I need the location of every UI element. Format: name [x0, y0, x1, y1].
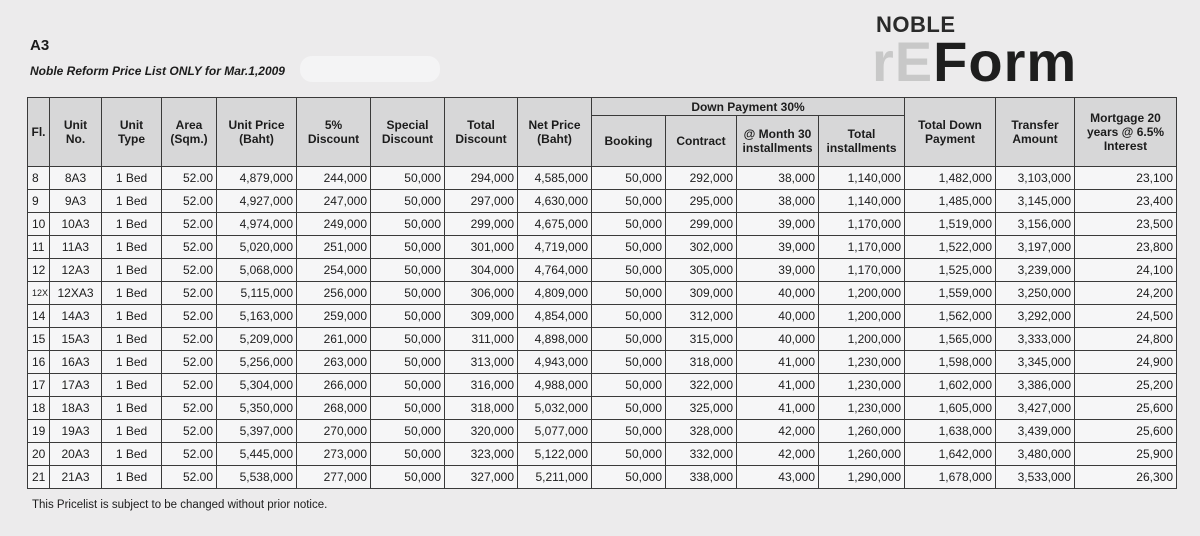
cell-discount-5pct: 266,000 [297, 374, 371, 397]
cell-total-installments: 1,260,000 [819, 420, 905, 443]
cell-total-installments: 1,230,000 [819, 374, 905, 397]
cell-mortgage-payment: 25,200 [1075, 374, 1177, 397]
cell-area: 52.00 [162, 466, 217, 489]
cell-total-discount: 301,000 [445, 236, 518, 259]
cell-total-installments: 1,140,000 [819, 167, 905, 190]
cell-total-installments: 1,290,000 [819, 466, 905, 489]
cell-total-discount: 320,000 [445, 420, 518, 443]
cell-transfer-amount: 3,439,000 [996, 420, 1075, 443]
cell-area: 52.00 [162, 443, 217, 466]
table-row [28, 466, 1177, 489]
cell-booking: 50,000 [592, 466, 666, 489]
cell-unit-price: 5,115,000 [217, 282, 297, 305]
cell-unit-no: 15A3 [50, 328, 102, 351]
cell-month30-installment: 43,000 [737, 466, 819, 489]
noble-reform-logo [866, 8, 1166, 93]
cell-area: 52.00 [162, 259, 217, 282]
cell-unit-no: 8A3 [50, 167, 102, 190]
cell-total-installments: 1,230,000 [819, 397, 905, 420]
cell-month30-installment: 39,000 [737, 213, 819, 236]
header-floor: Fl. [28, 98, 50, 167]
header-unit-no: Unit No. [50, 98, 102, 167]
cell-unit-type: 1 Bed [102, 259, 162, 282]
cell-unit-price: 4,927,000 [217, 190, 297, 213]
table-row [28, 236, 1177, 259]
cell-total-installments: 1,170,000 [819, 236, 905, 259]
cell-unit-price: 5,304,000 [217, 374, 297, 397]
cell-total-down-payment: 1,562,000 [905, 305, 996, 328]
cell-transfer-amount: 3,103,000 [996, 167, 1075, 190]
cell-month30-installment: 40,000 [737, 305, 819, 328]
cell-floor: 17 [28, 374, 50, 397]
cell-net-price: 4,719,000 [518, 236, 592, 259]
cell-discount-5pct: 270,000 [297, 420, 371, 443]
cell-total-down-payment: 1,519,000 [905, 213, 996, 236]
cell-month30-installment: 41,000 [737, 397, 819, 420]
cell-unit-type: 1 Bed [102, 167, 162, 190]
logo-mark-light: rE [872, 30, 934, 93]
table-row [28, 351, 1177, 374]
cell-unit-price: 4,879,000 [217, 167, 297, 190]
cell-contract: 318,000 [666, 351, 737, 374]
cell-contract: 315,000 [666, 328, 737, 351]
cell-unit-price: 5,445,000 [217, 443, 297, 466]
cell-month30-installment: 42,000 [737, 420, 819, 443]
cell-contract: 328,000 [666, 420, 737, 443]
cell-floor: 12X [28, 282, 50, 305]
cell-transfer-amount: 3,250,000 [996, 282, 1075, 305]
cell-special-discount: 50,000 [371, 305, 445, 328]
cell-unit-type: 1 Bed [102, 420, 162, 443]
cell-unit-no: 12A3 [50, 259, 102, 282]
cell-unit-price: 5,020,000 [217, 236, 297, 259]
cell-floor: 11 [28, 236, 50, 259]
cell-month30-installment: 42,000 [737, 443, 819, 466]
cell-contract: 312,000 [666, 305, 737, 328]
cell-total-discount: 318,000 [445, 397, 518, 420]
cell-floor: 15 [28, 328, 50, 351]
cell-floor: 21 [28, 466, 50, 489]
cell-booking: 50,000 [592, 213, 666, 236]
cell-total-down-payment: 1,642,000 [905, 443, 996, 466]
header-net-price: Net Price (Baht) [518, 98, 592, 167]
cell-unit-type: 1 Bed [102, 305, 162, 328]
header-booking: Booking [592, 116, 666, 167]
table-row [28, 190, 1177, 213]
cell-transfer-amount: 3,333,000 [996, 328, 1075, 351]
cell-unit-type: 1 Bed [102, 236, 162, 259]
cell-area: 52.00 [162, 397, 217, 420]
cell-total-discount: 327,000 [445, 466, 518, 489]
header-unit-price: Unit Price (Baht) [217, 98, 297, 167]
cell-unit-no: 10A3 [50, 213, 102, 236]
cell-unit-no: 19A3 [50, 420, 102, 443]
cell-total-installments: 1,200,000 [819, 282, 905, 305]
cell-discount-5pct: 254,000 [297, 259, 371, 282]
cell-unit-price: 5,397,000 [217, 420, 297, 443]
cell-special-discount: 50,000 [371, 397, 445, 420]
cell-total-down-payment: 1,525,000 [905, 259, 996, 282]
cell-discount-5pct: 251,000 [297, 236, 371, 259]
cell-special-discount: 50,000 [371, 236, 445, 259]
cell-discount-5pct: 259,000 [297, 305, 371, 328]
cell-transfer-amount: 3,386,000 [996, 374, 1075, 397]
cell-transfer-amount: 3,427,000 [996, 397, 1075, 420]
cell-net-price: 4,943,000 [518, 351, 592, 374]
cell-total-installments: 1,200,000 [819, 305, 905, 328]
cell-mortgage-payment: 24,900 [1075, 351, 1177, 374]
cell-unit-no: 21A3 [50, 466, 102, 489]
cell-month30-installment: 40,000 [737, 282, 819, 305]
cell-contract: 332,000 [666, 443, 737, 466]
cell-booking: 50,000 [592, 167, 666, 190]
cell-transfer-amount: 3,197,000 [996, 236, 1075, 259]
cell-unit-price: 5,163,000 [217, 305, 297, 328]
cell-net-price: 5,077,000 [518, 420, 592, 443]
cell-total-installments: 1,200,000 [819, 328, 905, 351]
cell-net-price: 4,630,000 [518, 190, 592, 213]
cell-total-discount: 311,000 [445, 328, 518, 351]
cell-unit-price: 5,256,000 [217, 351, 297, 374]
cell-unit-price: 4,974,000 [217, 213, 297, 236]
cell-special-discount: 50,000 [371, 443, 445, 466]
cell-special-discount: 50,000 [371, 374, 445, 397]
cell-mortgage-payment: 23,500 [1075, 213, 1177, 236]
cell-net-price: 4,585,000 [518, 167, 592, 190]
cell-total-discount: 306,000 [445, 282, 518, 305]
cell-mortgage-payment: 24,100 [1075, 259, 1177, 282]
cell-total-discount: 304,000 [445, 259, 518, 282]
cell-mortgage-payment: 25,900 [1075, 443, 1177, 466]
cell-transfer-amount: 3,533,000 [996, 466, 1075, 489]
cell-unit-no: 9A3 [50, 190, 102, 213]
cell-contract: 292,000 [666, 167, 737, 190]
cell-floor: 20 [28, 443, 50, 466]
cell-booking: 50,000 [592, 236, 666, 259]
cell-total-installments: 1,170,000 [819, 213, 905, 236]
cell-transfer-amount: 3,345,000 [996, 351, 1075, 374]
cell-unit-price: 5,350,000 [217, 397, 297, 420]
cell-month30-installment: 41,000 [737, 374, 819, 397]
cell-contract: 302,000 [666, 236, 737, 259]
cell-booking: 50,000 [592, 259, 666, 282]
header-total-installments: Total installments [819, 116, 905, 167]
cell-mortgage-payment: 24,800 [1075, 328, 1177, 351]
cell-mortgage-payment: 23,800 [1075, 236, 1177, 259]
cell-unit-price: 5,068,000 [217, 259, 297, 282]
table-header [28, 98, 1177, 167]
cell-net-price: 4,988,000 [518, 374, 592, 397]
cell-month30-installment: 38,000 [737, 167, 819, 190]
cell-discount-5pct: 247,000 [297, 190, 371, 213]
cell-floor: 14 [28, 305, 50, 328]
cell-unit-no: 20A3 [50, 443, 102, 466]
building-code: A3 [30, 37, 50, 54]
table-body [28, 167, 1177, 489]
cell-mortgage-payment: 23,100 [1075, 167, 1177, 190]
cell-total-discount: 309,000 [445, 305, 518, 328]
cell-transfer-amount: 3,292,000 [996, 305, 1075, 328]
cell-unit-type: 1 Bed [102, 282, 162, 305]
cell-floor: 12 [28, 259, 50, 282]
cell-unit-price: 5,538,000 [217, 466, 297, 489]
cell-net-price: 4,764,000 [518, 259, 592, 282]
cell-month30-installment: 38,000 [737, 190, 819, 213]
cell-special-discount: 50,000 [371, 259, 445, 282]
table-row [28, 213, 1177, 236]
cell-discount-5pct: 261,000 [297, 328, 371, 351]
cell-unit-no: 16A3 [50, 351, 102, 374]
cell-total-down-payment: 1,565,000 [905, 328, 996, 351]
cell-booking: 50,000 [592, 374, 666, 397]
header-area: Area (Sqm.) [162, 98, 217, 167]
logo-noble-text: NOBLE [876, 12, 956, 37]
cell-unit-type: 1 Bed [102, 328, 162, 351]
cell-total-down-payment: 1,605,000 [905, 397, 996, 420]
cell-unit-no: 17A3 [50, 374, 102, 397]
header-transfer-amount: Transfer Amount [996, 98, 1075, 167]
cell-discount-5pct: 277,000 [297, 466, 371, 489]
cell-area: 52.00 [162, 351, 217, 374]
cell-month30-installment: 39,000 [737, 236, 819, 259]
cell-net-price: 5,122,000 [518, 443, 592, 466]
cell-area: 52.00 [162, 305, 217, 328]
table-row [28, 420, 1177, 443]
cell-contract: 325,000 [666, 397, 737, 420]
cell-total-discount: 294,000 [445, 167, 518, 190]
cell-total-down-payment: 1,678,000 [905, 466, 996, 489]
cell-unit-price: 5,209,000 [217, 328, 297, 351]
cell-total-installments: 1,260,000 [819, 443, 905, 466]
cell-total-down-payment: 1,485,000 [905, 190, 996, 213]
cell-contract: 338,000 [666, 466, 737, 489]
cell-special-discount: 50,000 [371, 351, 445, 374]
cell-special-discount: 50,000 [371, 466, 445, 489]
cell-discount-5pct: 244,000 [297, 167, 371, 190]
cell-unit-no: 11A3 [50, 236, 102, 259]
cell-discount-5pct: 249,000 [297, 213, 371, 236]
cell-total-installments: 1,230,000 [819, 351, 905, 374]
cell-area: 52.00 [162, 328, 217, 351]
cell-area: 52.00 [162, 374, 217, 397]
table-row [28, 282, 1177, 305]
cell-unit-no: 12XA3 [50, 282, 102, 305]
cell-booking: 50,000 [592, 397, 666, 420]
cell-mortgage-payment: 24,200 [1075, 282, 1177, 305]
cell-unit-type: 1 Bed [102, 443, 162, 466]
cell-unit-no: 18A3 [50, 397, 102, 420]
table-row [28, 397, 1177, 420]
cell-unit-no: 14A3 [50, 305, 102, 328]
cell-area: 52.00 [162, 213, 217, 236]
cell-total-discount: 299,000 [445, 213, 518, 236]
cell-net-price: 5,032,000 [518, 397, 592, 420]
cell-area: 52.00 [162, 190, 217, 213]
cell-contract: 305,000 [666, 259, 737, 282]
cell-total-installments: 1,140,000 [819, 190, 905, 213]
disclaimer-note: This Pricelist is subject to be changed without prior notice. [32, 499, 328, 511]
logo-mark-dark: Form [933, 30, 1078, 93]
cell-special-discount: 50,000 [371, 328, 445, 351]
cell-total-down-payment: 1,598,000 [905, 351, 996, 374]
cell-month30-installment: 40,000 [737, 328, 819, 351]
header-contract: Contract [666, 116, 737, 167]
cell-floor: 19 [28, 420, 50, 443]
cell-transfer-amount: 3,156,000 [996, 213, 1075, 236]
table-row [28, 259, 1177, 282]
cell-net-price: 4,809,000 [518, 282, 592, 305]
cell-special-discount: 50,000 [371, 420, 445, 443]
cell-booking: 50,000 [592, 443, 666, 466]
cell-booking: 50,000 [592, 190, 666, 213]
cell-total-discount: 297,000 [445, 190, 518, 213]
cell-unit-type: 1 Bed [102, 466, 162, 489]
cell-floor: 18 [28, 397, 50, 420]
table-row [28, 443, 1177, 466]
cell-discount-5pct: 256,000 [297, 282, 371, 305]
cell-unit-type: 1 Bed [102, 351, 162, 374]
cell-special-discount: 50,000 [371, 190, 445, 213]
cell-month30-installment: 39,000 [737, 259, 819, 282]
cell-area: 52.00 [162, 167, 217, 190]
cell-net-price: 4,854,000 [518, 305, 592, 328]
cell-transfer-amount: 3,145,000 [996, 190, 1075, 213]
cell-total-down-payment: 1,638,000 [905, 420, 996, 443]
cell-total-down-payment: 1,482,000 [905, 167, 996, 190]
cell-unit-type: 1 Bed [102, 397, 162, 420]
cell-booking: 50,000 [592, 305, 666, 328]
cell-mortgage-payment: 25,600 [1075, 397, 1177, 420]
cell-booking: 50,000 [592, 420, 666, 443]
header-total-down-payment: Total Down Payment [905, 98, 996, 167]
cell-booking: 50,000 [592, 328, 666, 351]
cell-total-installments: 1,170,000 [819, 259, 905, 282]
cell-mortgage-payment: 23,400 [1075, 190, 1177, 213]
cell-transfer-amount: 3,480,000 [996, 443, 1075, 466]
cell-total-discount: 313,000 [445, 351, 518, 374]
cell-contract: 299,000 [666, 213, 737, 236]
header-5pct-discount: 5% Discount [297, 98, 371, 167]
header-mortgage: Mortgage 20 years @ 6.5% Interest [1075, 98, 1177, 167]
table-row [28, 167, 1177, 190]
price-list-table [27, 97, 1177, 489]
table-row [28, 328, 1177, 351]
header-unit-type: Unit Type [102, 98, 162, 167]
cell-total-down-payment: 1,602,000 [905, 374, 996, 397]
cell-floor: 10 [28, 213, 50, 236]
cell-transfer-amount: 3,239,000 [996, 259, 1075, 282]
price-list-title: Noble Reform Price List ONLY for Mar.1,2009 [30, 64, 285, 78]
cell-mortgage-payment: 24,500 [1075, 305, 1177, 328]
table-row [28, 305, 1177, 328]
cell-net-price: 4,898,000 [518, 328, 592, 351]
header-month30: @ Month 30 installments [737, 116, 819, 167]
cell-contract: 322,000 [666, 374, 737, 397]
table-row [28, 374, 1177, 397]
cell-area: 52.00 [162, 236, 217, 259]
cell-floor: 16 [28, 351, 50, 374]
cell-total-down-payment: 1,559,000 [905, 282, 996, 305]
cell-total-discount: 323,000 [445, 443, 518, 466]
cell-total-down-payment: 1,522,000 [905, 236, 996, 259]
cell-total-discount: 316,000 [445, 374, 518, 397]
cell-net-price: 5,211,000 [518, 466, 592, 489]
cell-mortgage-payment: 25,600 [1075, 420, 1177, 443]
cell-area: 52.00 [162, 282, 217, 305]
cell-special-discount: 50,000 [371, 282, 445, 305]
header-total-discount: Total Discount [445, 98, 518, 167]
cell-contract: 309,000 [666, 282, 737, 305]
cell-discount-5pct: 268,000 [297, 397, 371, 420]
header-down-payment-group: Down Payment 30% [592, 98, 905, 116]
cell-special-discount: 50,000 [371, 213, 445, 236]
cell-contract: 295,000 [666, 190, 737, 213]
cell-discount-5pct: 263,000 [297, 351, 371, 374]
cell-booking: 50,000 [592, 351, 666, 374]
cell-month30-installment: 41,000 [737, 351, 819, 374]
cell-discount-5pct: 273,000 [297, 443, 371, 466]
header-special-discount: Special Discount [371, 98, 445, 167]
cell-floor: 8 [28, 167, 50, 190]
cell-area: 52.00 [162, 420, 217, 443]
cell-unit-type: 1 Bed [102, 374, 162, 397]
cell-unit-type: 1 Bed [102, 190, 162, 213]
logo-reform-mark [872, 30, 1078, 93]
cell-special-discount: 50,000 [371, 167, 445, 190]
cell-floor: 9 [28, 190, 50, 213]
redaction-mark [300, 56, 440, 82]
cell-unit-type: 1 Bed [102, 213, 162, 236]
cell-booking: 50,000 [592, 282, 666, 305]
cell-net-price: 4,675,000 [518, 213, 592, 236]
cell-mortgage-payment: 26,300 [1075, 466, 1177, 489]
